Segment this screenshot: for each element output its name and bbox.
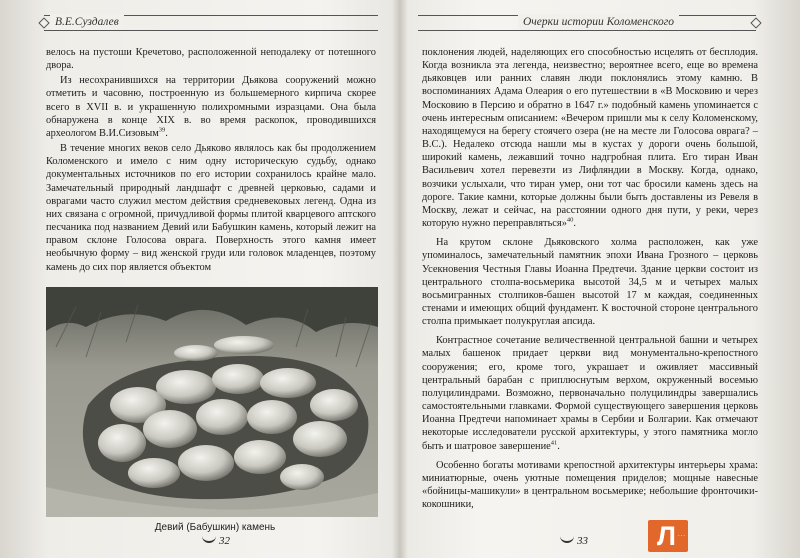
logo-dots: ... xyxy=(678,532,687,538)
running-header-right xyxy=(410,12,786,32)
swirl-ornament-icon xyxy=(202,535,216,543)
author-name: В.Е.Суздалев xyxy=(50,14,124,30)
logo-letter: Л xyxy=(657,521,676,551)
paragraph: Особенно богаты мотивами крепостной архитектуры интерьеры храма: миниатюрные, очень уютные помещения приделов; мощные навесные «бойницы-машикули» в центральном восьмерике; небольшие фронточики-кокошники, xyxy=(422,459,758,511)
paragraph: На крутом склоне Дьяковского холма расположен, как уже упоминалось, замечательный памятник эпохи Ивана Грозного – церковь Усекновения Честныя Главы Иоанна Предтечи. Здание церкви состоит из центрального столпа-восьмерика высотой 34,5 м и четырех малых восьмигранных столпиков-башен высотой 17 м каждая, соединенных стенами и имеющих общий фундамент. К восточной стороне центрального столпа примыкает полукруглая апсида. xyxy=(422,237,758,328)
page-number-right: 33 xyxy=(560,535,588,547)
footnote-ref: 40 xyxy=(566,216,574,224)
paragraph: Контрастное сочетание величественной центральной башни и четырех малых башенок придает церкви вид монументально-крепостного сооружения; его, кроме того, украшает и оживляет массивный центральный барабан с приплюснутым верхом, окруженный восемью полуцилиндрами. Возможно, первоначально полуцилиндры завершались самостоятельными главками. Формой существующего завершения церковь Иоанна Предтечи напоминает храмы в Сербии и Болгарии. Как отмечают некоторые исследователи русской архитектуры, у этого памятника могло быть и шатровое завершение$^{41}$. xyxy=(422,335,758,452)
left-page xyxy=(14,0,386,558)
running-header-left xyxy=(14,12,386,32)
right-body-text xyxy=(422,46,758,511)
grandmother-stone-image xyxy=(46,287,378,517)
left-body-text xyxy=(46,46,376,274)
paragraph: Из несохранившихся на территории Дьякова сооружений можно отметить и часовню, построенную из большемерного кирпича скорее всего в XVII в. и украшенную полихромными изразцами. Она была обнаружена в конце XIX в. во время раскопок, проводившихся археологом В.И.Сизовым$^{39}$. xyxy=(46,75,376,139)
footnote-ref: 41 xyxy=(550,439,558,447)
right-page xyxy=(410,0,786,558)
book-title: Очерки истории Коломенского xyxy=(518,14,679,30)
photo-caption: Девий (Бабушкин) камень xyxy=(154,522,276,533)
paragraph: поклонения людей, наделяющих его способностью исцелять от бесплодия. Когда возникла эта легенда, неизвестно; вероятнее всего, еще во времена дьяковцев или ранних славян люди поклонялись этому камню. В воспоминаниях Адама Олеария о его путешествии в «В Московию и через Московию в Персию и обратно в 1647 г.» подобный камень упоминается с очень интересным описанием: «Вечером пришли мы к селу Коломенскому, находящемуся на берегу стоячего озера (не на месте ли Голосова оврага? – В.С.). Недалеко отсюда нашли мы в кустах у дороги очень большой, широкий камень, лежавший точно надгробная плита. Его тиран Иван Васильевич хотел перевезти из Лифляндии в Москву. Когда, однако, возчики услыхали, что тиран умер, они тот час бросили камень здесь на дороге. Такие камни, которые должны были быть доставлены из Ревеля в Москву, лежат и сейчас, на расстоянии одного дня пути, у реки, через которую нужно переправляться»$^{40}$. xyxy=(422,47,758,230)
paragraph: велось на пустоши Кречетово, расположенной неподалеку от потешного двора. xyxy=(46,47,376,72)
stone-photo xyxy=(46,287,378,517)
publisher-logo xyxy=(648,520,688,552)
swirl-ornament-icon xyxy=(560,535,574,543)
page-number-left: 32 xyxy=(202,535,230,547)
paragraph: В течение многих веков село Дьяково являлось как бы продолжением Коломенского и имело с ним одну историческую судьбу, однако документальных источников по его истории сохранилось крайне мало. Замечательный природный ландшафт с древней церковью, садами и оврагами часто служил местом действия средневековых легенд. Одна из них связана с огромной, причудливой формы плитой кварцевого аптского песчаника под названием Девий или Бабушкин камень, который лежит на правом склоне Голосова оврага. Поверхность этого камня имеет необычную форму – вид женской груди или головок младенцев, поэтому камень до сих пор является объектом xyxy=(46,143,376,273)
footnote-ref: 39 xyxy=(158,126,166,134)
